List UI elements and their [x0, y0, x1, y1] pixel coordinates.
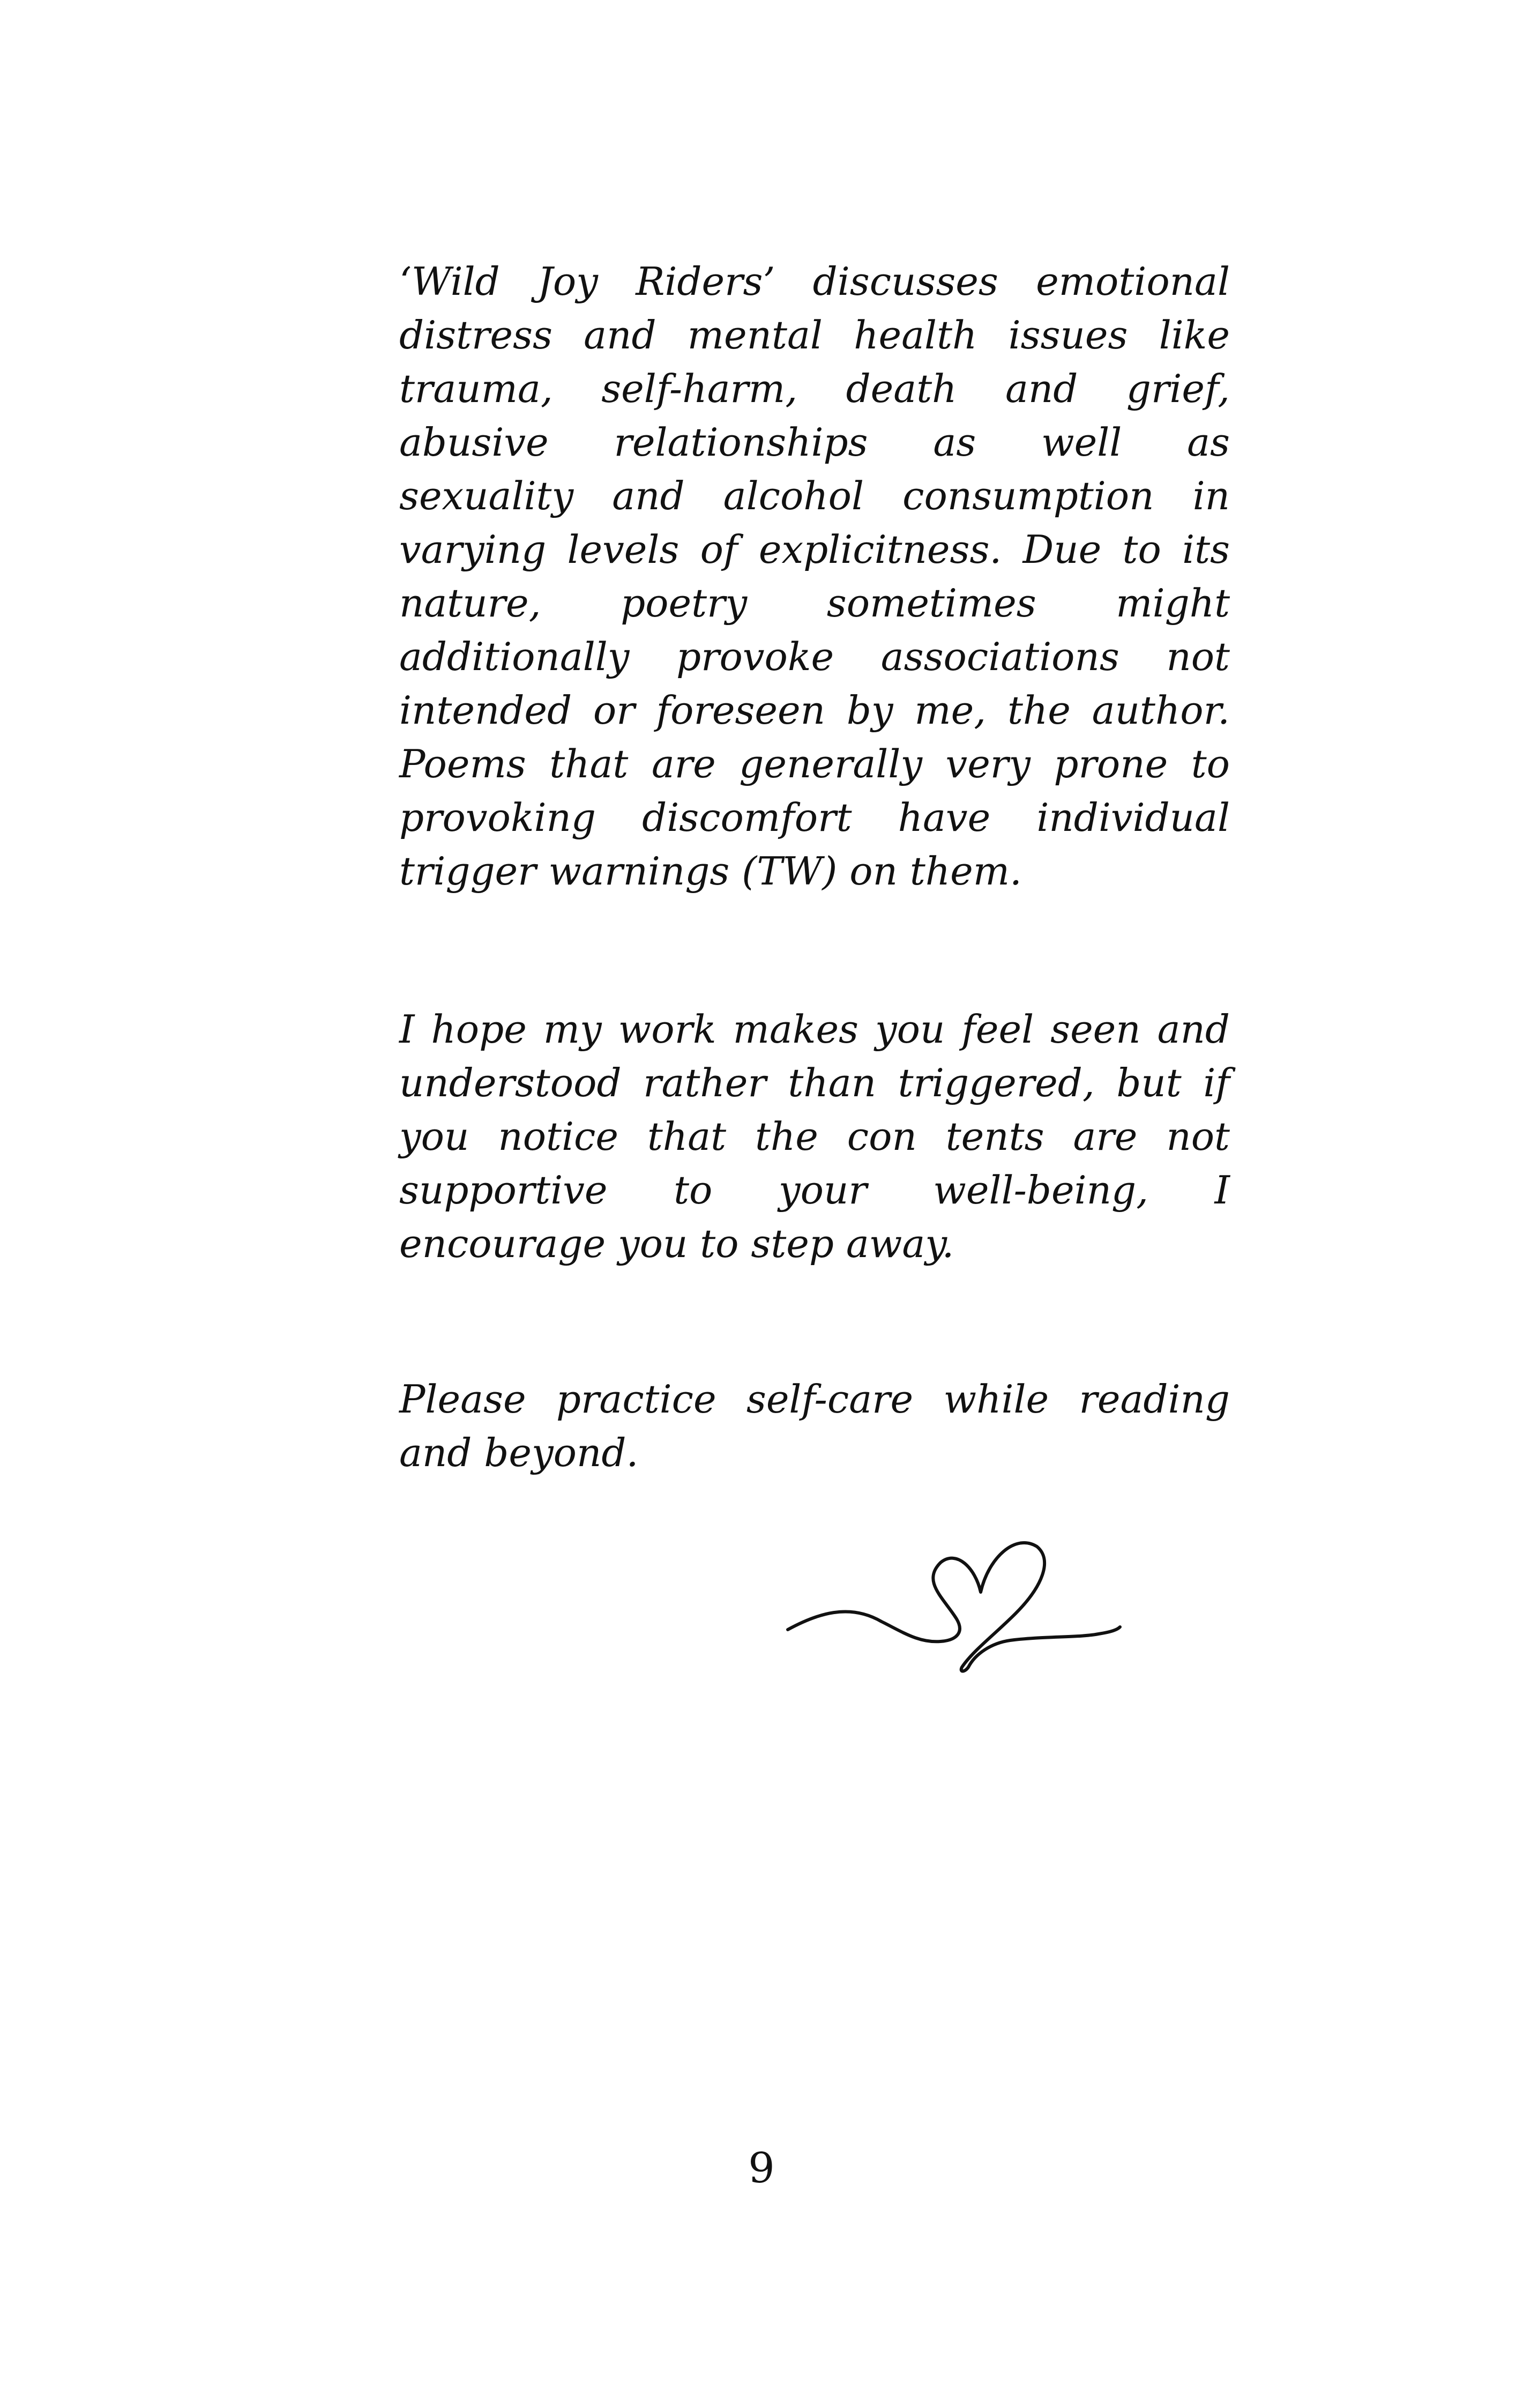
text-line: and beyond. — [399, 1430, 639, 1475]
text-line: supportive to your well-being, I — [399, 1168, 1230, 1213]
text-line: provoking discomfort have individual — [399, 795, 1230, 840]
text-line: I hope my work makes you feel seen and — [399, 1007, 1230, 1052]
text-line: nature, poetry sometimes might — [399, 581, 1230, 626]
hope-paragraph — [399, 1002, 1230, 1270]
text-line: Poems that are generally very prone to — [399, 741, 1230, 786]
text-line: varying levels of explicitness. Due to its — [399, 527, 1230, 572]
heart-signature-icon — [780, 1522, 1155, 1683]
text-line: trigger warnings (TW) on them. — [399, 849, 1022, 894]
text-line: trauma, self-harm, death and grief, — [399, 366, 1230, 411]
text-line: you notice that the con tents are not — [399, 1114, 1230, 1159]
page-number: 9 — [748, 2144, 775, 2193]
text-line: additionally provoke associations not — [399, 634, 1230, 679]
trigger-warning-paragraph — [399, 255, 1230, 898]
text-line: intended or foreseen by me, the author. — [399, 688, 1230, 733]
text-line: distress and mental health issues like — [399, 313, 1230, 358]
self-care-paragraph — [399, 1372, 1230, 1480]
text-line: encourage you to step away. — [399, 1221, 954, 1266]
text-line: abusive relationships as well as — [399, 420, 1230, 465]
text-line: ‘Wild Joy Riders’ discusses emotional — [399, 259, 1230, 304]
text-line: sexuality and alcohol consumption in — [399, 473, 1230, 518]
text-line: Please practice self-care while reading — [399, 1377, 1230, 1422]
text-line: understood rather than triggered, but if — [399, 1060, 1230, 1105]
